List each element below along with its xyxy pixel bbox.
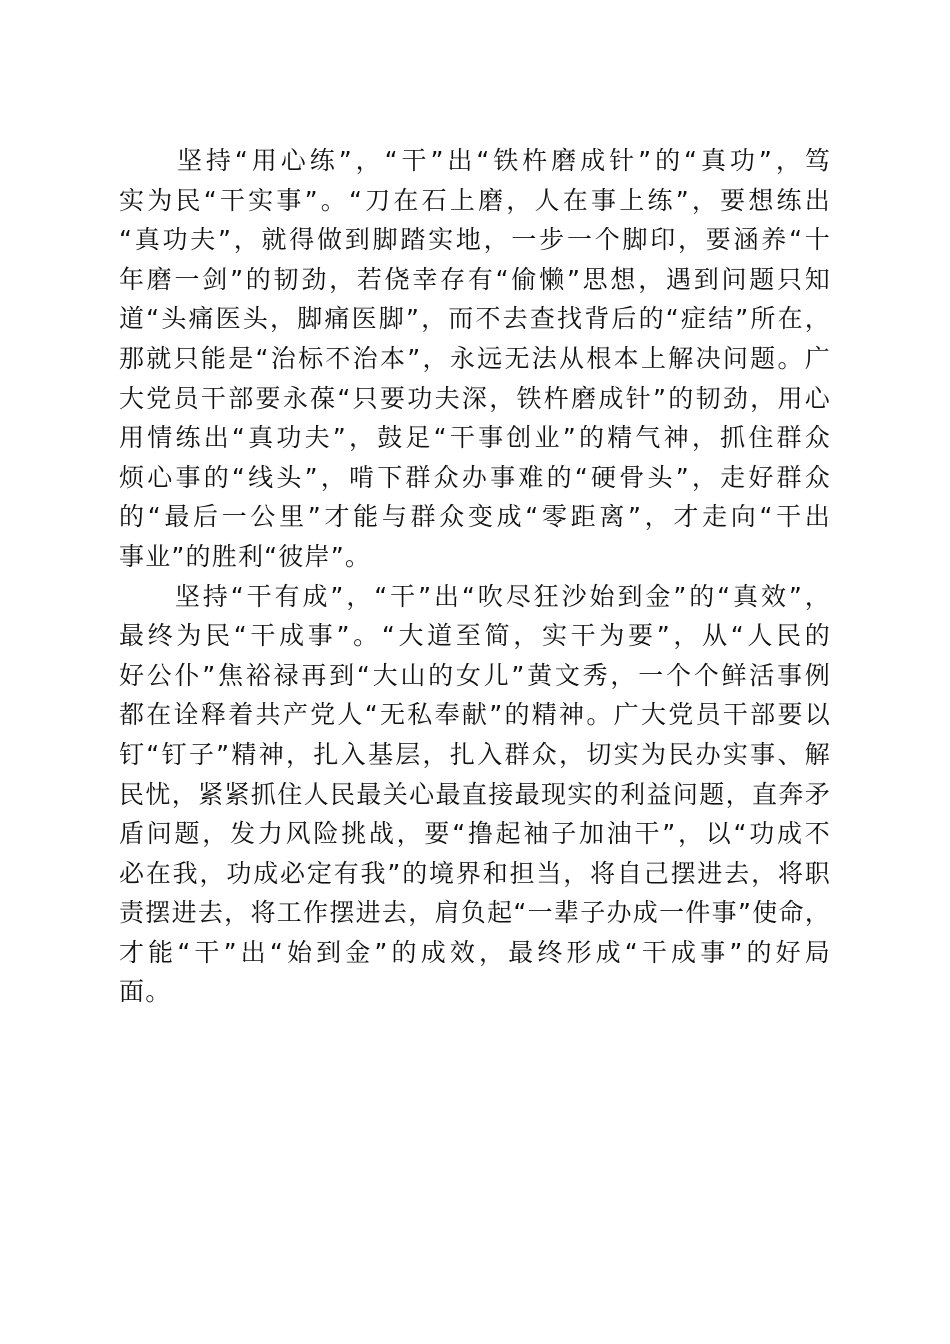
text-line: 年磨一剑”的韧劲，若侥幸存有“偷懒”思想，遇到问题只知 bbox=[119, 264, 831, 294]
text-line: 才能“干”出“始到金”的成效，最终形成“干成事”的好局 bbox=[119, 937, 831, 967]
text-line: 烦心事的“线头”，啃下群众办事难的“硬骨头”，走好群众 bbox=[119, 462, 831, 492]
text-line: 坚持“用心练”，“干”出“铁杵磨成针”的“真功”，笃 bbox=[119, 146, 831, 175]
text-line: 那就只能是“治标不治本”，永远无法从根本上解决问题。广 bbox=[119, 343, 831, 373]
text-line: 大党员干部要永葆“只要功夫深，铁杵磨成针”的韧劲，用心 bbox=[119, 383, 831, 413]
text-line: 盾问题，发力风险挑战，要“撸起袖子加油干”，以“功成不 bbox=[119, 819, 831, 849]
text-line: 用情练出“真功夫”，鼓足“干事创业”的精气神，抓住群众 bbox=[119, 423, 831, 453]
text-line: 坚持“干有成”，“干”出“吹尽狂沙始到金”的“真效”， bbox=[119, 581, 831, 611]
document-body bbox=[119, 141, 831, 1012]
text-line: 必在我，功成必定有我”的境界和担当，将自己摆进去，将职 bbox=[119, 858, 831, 888]
text-line: 都在诠释着共产党人“无私奉献”的精神。广大党员干部要以 bbox=[119, 700, 831, 730]
text-line: 民忧，紧紧抓住人民最关心最直接最现实的利益问题，直奔矛 bbox=[119, 779, 831, 809]
text-line: “真功夫”，就得做到脚踏实地，一步一个脚印，要涵养“十 bbox=[119, 225, 831, 255]
paragraph-2 bbox=[119, 577, 831, 1013]
text-line: 面。 bbox=[119, 977, 172, 1007]
text-line: 好公仆”焦裕禄再到“大山的女儿”黄文秀，一个个鲜活事例 bbox=[119, 660, 831, 690]
text-line: 实为民“干实事”。“刀在石上磨，人在事上练”，要想练出 bbox=[119, 185, 831, 215]
text-line: 钉“钉子”精神，扎入基层，扎入群众，切实为民办实事、解 bbox=[119, 739, 831, 769]
text-line: 最终为民“干成事”。“大道至简，实干为要”，从“人民的 bbox=[119, 621, 831, 651]
text-line: 道“头痛医头，脚痛医脚”，而不去查找背后的“症结”所在， bbox=[119, 304, 831, 334]
text-line: 责摆进去，将工作摆进去，肩负起“一辈子办成一件事”使命， bbox=[119, 898, 831, 928]
text-line: 事业”的胜利“彼岸”。 bbox=[119, 541, 372, 571]
paragraph-1 bbox=[119, 141, 831, 577]
text-line: 的“最后一公里”才能与群众变成“零距离”，才走向“干出 bbox=[119, 502, 831, 532]
